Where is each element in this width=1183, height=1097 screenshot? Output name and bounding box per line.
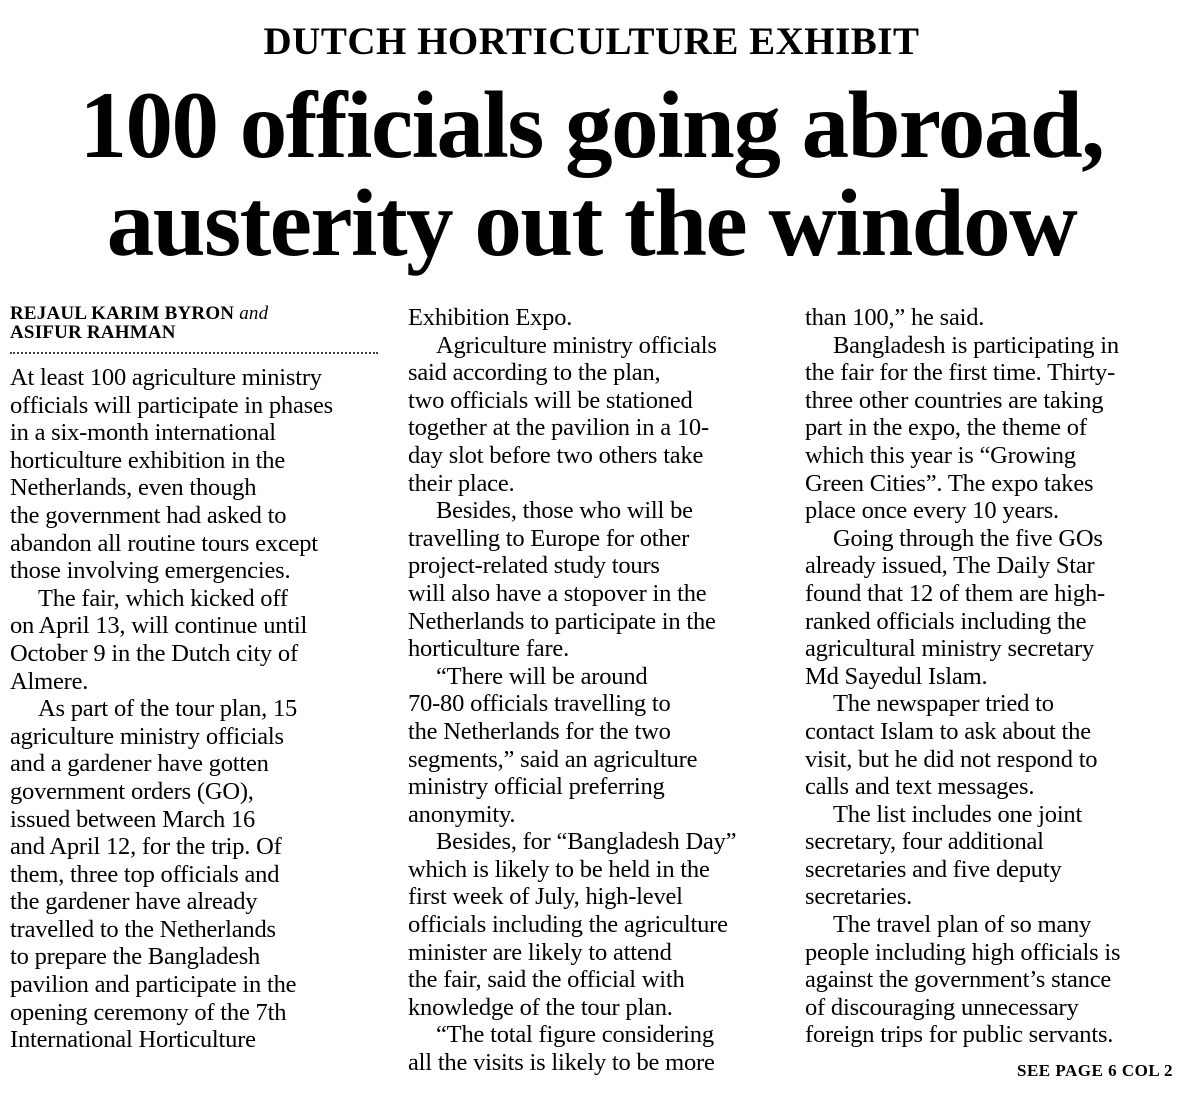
text-line: secretaries and five deputy (805, 855, 1062, 883)
byline (10, 304, 382, 342)
text-line: Going through the five GOs (833, 524, 1103, 552)
text-line: the gardener have already (10, 888, 258, 916)
paragraph (10, 695, 382, 1054)
text-line: of discouraging unnecessary (805, 993, 1079, 1021)
text-line: visit, but he did not respond to (805, 745, 1098, 773)
text-line: place once every 10 years. (805, 497, 1059, 525)
text-line: Besides, for “Bangladesh Day” (436, 828, 737, 856)
byline-divider (10, 352, 378, 354)
text-line: their place. (408, 469, 515, 497)
paragraph (408, 332, 783, 498)
text-line: As part of the tour plan, 15 (38, 695, 298, 723)
text-line: the fair, said the official with (408, 966, 685, 994)
text-line: all the visits is likely to be more (408, 1049, 715, 1077)
text-line: Besides, those who will be (436, 497, 693, 525)
text-line: against the government’s stance (805, 966, 1112, 994)
paragraph (805, 332, 1175, 525)
text-line: knowledge of the tour plan. (408, 993, 673, 1021)
article-kicker: DUTCH HORTICULTURE EXHIBIT (263, 20, 920, 63)
paragraph (408, 828, 783, 1021)
text-line: Green Cities”. The expo takes (805, 469, 1094, 497)
text-line: will also have a stopover in the (408, 579, 707, 607)
text-line: those involving emergencies. (10, 557, 291, 585)
text-line: opening ceremony of the 7th (10, 998, 287, 1026)
text-line: found that 12 of them are high- (805, 579, 1105, 607)
text-line: the Netherlands for the two (408, 717, 671, 745)
article-column-3 (805, 304, 1175, 1049)
text-line: foreign trips for public servants. (805, 1021, 1114, 1049)
text-line: ministry official preferring (408, 773, 665, 801)
text-line: day slot before two others take (408, 441, 704, 469)
text-line: said according to the plan, (408, 359, 661, 387)
paragraph (10, 364, 382, 585)
text-line: The list includes one joint (833, 800, 1083, 828)
text-line: agricultural ministry secretary (805, 635, 1095, 663)
text-line: agriculture ministry officials (10, 722, 284, 750)
text-line: minister are likely to attend (408, 938, 672, 966)
article-headline (0, 72, 1183, 276)
byline-author-2: ASIFUR RAHMAN (10, 322, 176, 343)
byline-and: and (239, 303, 269, 324)
text-line: The travel plan of so many (833, 911, 1092, 939)
text-line: project-related study tours (408, 552, 660, 580)
text-line: together at the pavilion in a 10- (408, 414, 709, 442)
headline-line-2: austerity out the window (106, 170, 1077, 276)
text-line: Netherlands to participate in the (408, 607, 716, 635)
headline-line-1: 100 officials going abroad, (79, 72, 1104, 178)
text-line: two officials will be stationed (408, 386, 693, 414)
text-line: The newspaper tried to (833, 690, 1054, 718)
text-line: At least 100 agriculture ministry (10, 364, 322, 391)
text-line: The fair, which kicked off (38, 584, 288, 612)
paragraph (805, 304, 1175, 332)
text-line: which is likely to be held in the (408, 855, 710, 883)
text-line: the fair for the first time. Thirty- (805, 359, 1116, 387)
paragraph (408, 497, 783, 663)
text-line: secretary, four additional (805, 828, 1044, 856)
text-line: International Horticulture (10, 1026, 256, 1054)
paragraph (408, 663, 783, 829)
text-line: the government had asked to (10, 501, 287, 529)
text-line: Exhibition Expo. (408, 304, 573, 331)
text-line: travelling to Europe for other (408, 524, 690, 552)
text-line: travelled to the Netherlands (10, 915, 276, 943)
text-line: contact Islam to ask about the (805, 717, 1091, 745)
text-line: to prepare the Bangladesh (10, 943, 261, 971)
text-line: abandon all routine tours except (10, 529, 318, 557)
text-line: government orders (GO), (10, 777, 254, 805)
paragraph (805, 525, 1175, 691)
text-line: officials including the agriculture (408, 911, 728, 939)
text-line: horticulture exhibition in the (10, 446, 286, 474)
text-line: issued between March 16 (10, 805, 256, 833)
paragraph (10, 585, 382, 695)
text-line: calls and text messages. (805, 773, 1035, 801)
article-column-2 (408, 304, 783, 1077)
text-line: already issued, The Daily Star (805, 552, 1095, 580)
byline-author-1: REJAUL KARIM BYRON (10, 303, 235, 324)
paragraph (408, 304, 783, 332)
paragraph (805, 911, 1175, 1049)
text-line: part in the expo, the theme of (805, 414, 1087, 442)
text-line: ranked officials including the (805, 607, 1087, 635)
paragraph (805, 801, 1175, 911)
text-line: horticulture fare. (408, 635, 570, 663)
text-line: Netherlands, even though (10, 474, 257, 502)
text-line: anonymity. (408, 800, 516, 828)
text-line: them, three top officials and (10, 860, 280, 888)
text-line: Almere. (10, 667, 89, 695)
text-line: and a gardener have gotten (10, 750, 269, 778)
text-line: which this year is “Growing (805, 441, 1076, 469)
text-line: Bangladesh is participating in (833, 331, 1119, 359)
text-line: three other countries are taking (805, 386, 1104, 414)
text-line: Md Sayedul Islam. (805, 662, 988, 690)
text-line: “There will be around (436, 662, 648, 690)
article-column-1 (10, 304, 382, 1054)
text-line: Agriculture ministry officials (436, 331, 717, 359)
text-line: “The total figure considering (436, 1021, 714, 1049)
text-line: 70-80 officials travelling to (408, 690, 671, 718)
text-line: officials will participate in phases (10, 391, 333, 419)
paragraph (805, 690, 1175, 800)
text-line: and April 12, for the trip. Of (10, 833, 282, 861)
text-line: segments,” said an agriculture (408, 745, 698, 773)
text-line: in a six-month international (10, 419, 276, 447)
text-line: secretaries. (805, 883, 913, 911)
text-line: than 100,” he said. (805, 304, 985, 331)
text-line: first week of July, high-level (408, 883, 683, 911)
text-line: on April 13, will continue until (10, 612, 308, 640)
text-line: people including high officials is (805, 938, 1121, 966)
paragraph (408, 1021, 783, 1076)
text-line: pavilion and participate in the (10, 971, 297, 999)
text-line: October 9 in the Dutch city of (10, 639, 298, 667)
continuation-note: SEE PAGE 6 COL 2 (1017, 1061, 1173, 1080)
